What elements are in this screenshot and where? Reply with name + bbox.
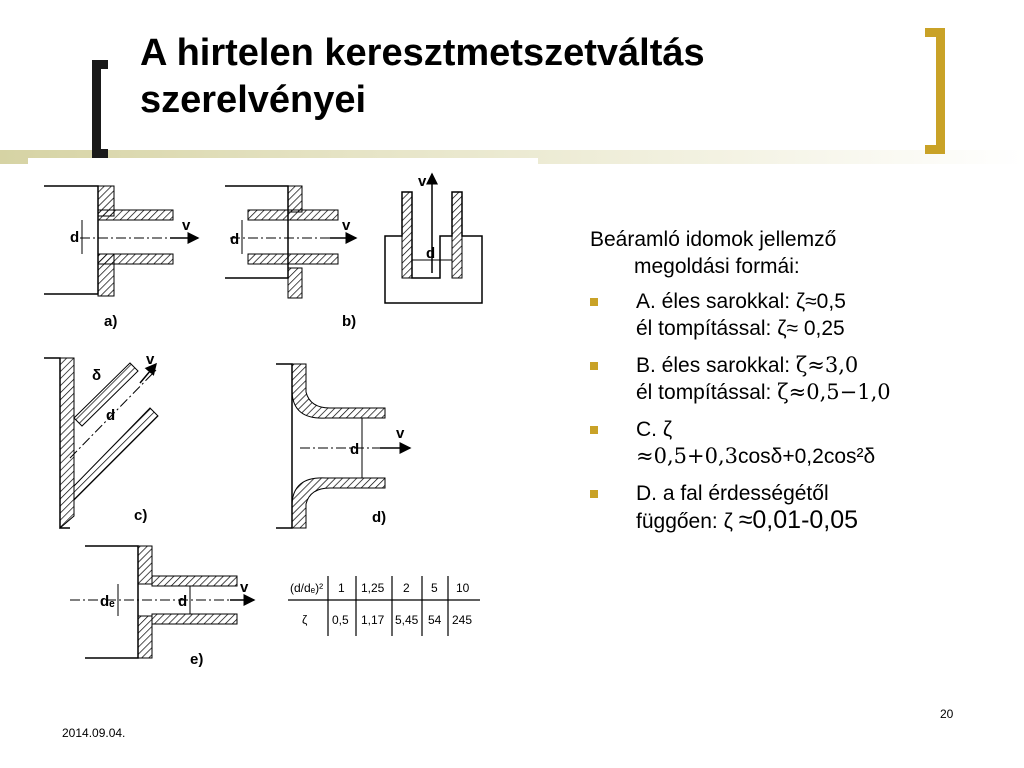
figure-f-dim-d: d (178, 593, 188, 610)
figure-a-dim-d: d (70, 229, 80, 246)
text-column (590, 226, 990, 545)
zeta-table (288, 576, 480, 636)
bullet-a-line-1: A. éles sarokkal: ζ≈0,5 (636, 290, 846, 313)
figure-a-label: a) (104, 313, 118, 330)
figure-c (385, 173, 482, 303)
bullet-a-line-2: él tompítással: ζ≈ 0,25 (636, 317, 845, 340)
bullet-b-line-2-value: ζ≈0,5−1,0 (777, 380, 891, 404)
bullet-a (590, 288, 990, 342)
figure-d-velocity: v (146, 351, 155, 368)
figure-b-dim-d: d (230, 231, 240, 248)
bullet-c-line-1: C. ζ (636, 418, 673, 441)
bullet-c (590, 416, 990, 470)
footer-date: 2014.09.04. (62, 726, 126, 740)
right-bracket-decoration (925, 28, 945, 154)
bullet-d-line-2-value: ≈0,01-0,05 (738, 506, 859, 534)
table-value: 54 (428, 613, 442, 627)
intro-line-2: megoldási formái: (634, 255, 800, 278)
figure-e-rounded (276, 364, 410, 528)
figure-f-label: e) (190, 651, 204, 668)
table-value: 0,5 (332, 613, 349, 627)
intro-line-1: Beáramló idomok jellemző (590, 228, 837, 251)
bullet-d-line-2-prefix: függően: ζ (636, 510, 739, 533)
slide-title: A hirtelen keresztmetszetváltás szerelvényei (140, 32, 705, 121)
bullet-square-icon (590, 362, 598, 370)
figure-d-dim-d: d (106, 407, 116, 424)
table-header-zeta: ζ (302, 613, 308, 627)
figure-f-velocity: v (240, 579, 249, 596)
table-value: 1,17 (361, 613, 385, 627)
figure-e-dim-d: d (350, 441, 360, 458)
bullet-b-line-1-prefix: B. éles sarokkal: (636, 354, 796, 377)
bullet-d (590, 480, 990, 535)
table-ratio: 1,25 (361, 581, 385, 595)
figure-b (225, 186, 356, 330)
figure-d-label: c) (134, 507, 148, 524)
figure-d-delta: δ (92, 367, 102, 384)
table-ratio: 2 (403, 581, 410, 595)
figure-f-orifice (70, 546, 254, 668)
table-value: 245 (452, 613, 473, 627)
figure-c-dim-d: d (426, 245, 436, 262)
figure-a (44, 186, 198, 330)
table-ratio: 5 (431, 581, 438, 595)
page-number: 20 (940, 707, 954, 721)
bullet-b (590, 352, 990, 406)
bullet-square-icon (590, 298, 598, 306)
table-header-ratio: (d/dₑ)² (290, 581, 324, 595)
bullet-b-line-2-prefix: él tompítással: (636, 381, 778, 404)
table-ratio: 10 (456, 581, 470, 595)
figure-e-label: d) (372, 509, 387, 526)
figure-b-velocity: v (342, 217, 351, 234)
header-band-gap (28, 158, 538, 168)
intro-paragraph (590, 226, 990, 280)
figure-a-velocity: v (182, 217, 191, 234)
figure-e-velocity: v (396, 425, 405, 442)
bullet-d-line-1: D. a fal érdességétől (636, 482, 829, 505)
figure-f-dim-de: dₑ (100, 593, 115, 610)
bullet-c-line-2-suffix: cosδ+0,2cos²δ (738, 445, 876, 468)
figure-d-angled (44, 351, 158, 528)
table-ratio: 1 (338, 581, 345, 595)
bullet-square-icon (590, 426, 598, 434)
bullet-c-line-2-prefix: ≈0,5+0,3 (636, 444, 738, 468)
table-value: 5,45 (395, 613, 419, 627)
fittings-figure (30, 168, 490, 678)
left-bracket-decoration (92, 60, 108, 158)
bullet-square-icon (590, 490, 598, 498)
figure-b-label: b) (342, 313, 357, 330)
bullet-b-line-1-value: ζ≈3,0 (795, 353, 859, 377)
figure-c-velocity: v (418, 173, 427, 190)
